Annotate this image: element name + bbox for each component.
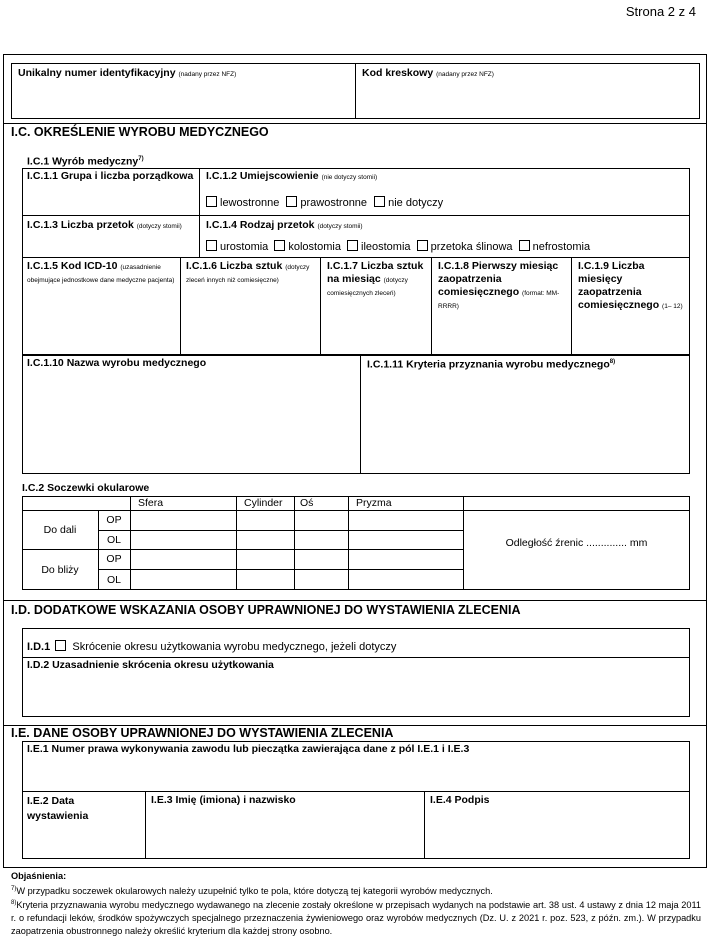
- lens-eye-ol-blizy: OL: [106, 573, 121, 586]
- ic2-label: I.C.2 Soczewki okularowe: [22, 482, 150, 494]
- checkbox-icon[interactable]: [374, 196, 385, 207]
- lens-header-os: Oś: [300, 497, 314, 509]
- section-ie-title: I.E. DANE OSOBY UPRAWNIONEJ DO WYSTAWIENIA ZLECENIA: [11, 726, 394, 740]
- lens-eye-ol-dali: OL: [106, 533, 121, 546]
- ic11-field[interactable]: I.C.1.1 Grupa i liczba porządkowa: [27, 170, 194, 182]
- option-przetoka-slinowa[interactable]: przetoka ślinowa: [417, 241, 513, 253]
- section-id-title: I.D. DODATKOWE WSKAZANIA OSOBY UPRAWNIONEJ DO WYSTAWIENIA ZLECENIA: [11, 603, 521, 617]
- option-lewostronne[interactable]: lewostronne: [206, 197, 279, 209]
- option-ileostomia[interactable]: ileostomia: [347, 241, 411, 253]
- ic110-box[interactable]: [22, 355, 361, 474]
- ic1-label: I.C.1 Wyrób medyczny$^{7)}$: [27, 155, 144, 168]
- ic14-options: [206, 240, 590, 253]
- checkbox-icon[interactable]: [274, 240, 285, 251]
- ie4-field[interactable]: I.E.4 Podpis: [430, 794, 490, 806]
- checkbox-icon[interactable]: [206, 196, 217, 207]
- ic16-field[interactable]: I.C.1.6 Liczba sztuk (dotyczy zleceń innych niż comiesięczne): [186, 260, 310, 284]
- footnote-7: $^{7)}$W przypadku soczewek okularowych należy uzupełnić tylko te pola, które dotyczą tej kategorii wyrobów medycznych.: [11, 886, 493, 897]
- ic110-label: I.C.1.10 Nazwa wyrobu medycznego: [27, 357, 207, 369]
- checkbox-icon[interactable]: [417, 240, 428, 251]
- barcode-field[interactable]: Kod kreskowy (nadany przez NFZ): [362, 67, 494, 79]
- id1-field: I.D.1 Skrócenie okresu użytkowania wyrobu medycznego, jeżeli dotyczy: [27, 641, 397, 653]
- checkbox-icon[interactable]: [347, 240, 358, 251]
- section-ic-title: I.C. OKREŚLENIE WYROBU MEDYCZNEGO: [11, 125, 269, 139]
- option-urostomia[interactable]: urostomia: [206, 241, 268, 253]
- footnotes-title: Objaśnienia:: [11, 871, 67, 881]
- id2-field[interactable]: I.D.2 Uzasadnienie skrócenia okresu użytkowania: [27, 659, 274, 671]
- lens-header-sfera: Sfera: [138, 497, 164, 509]
- footnote-8: $^{8)}$Kryteria przyznawania wyrobu medycznego wydawanego na zlecenie zostały określone w przepisach wydanych na podstawie art. 38 ust. 4 ustawy z dnia 12 maja 2011 r. o refundacji leków, środków spożywczych specjalnego przeznaczenia żywieniowego oraz wyrobów medycznych (Dz. U. z 2021 r. poz. 523, z późn. zm.). W przypadku zaopatrzenia obustronnego należy określić kryterium dla każdej strony osobno.: [11, 900, 701, 937]
- lens-eye-op-dali: OP: [106, 514, 122, 526]
- checkbox-icon[interactable]: [519, 240, 530, 251]
- ie2-field[interactable]: I.E.2 Data wystawienia: [27, 795, 89, 822]
- option-kolostomia[interactable]: kolostomia: [274, 241, 341, 253]
- lens-group-blizy: Do bliży: [41, 563, 79, 576]
- ic111-box[interactable]: [360, 355, 690, 474]
- checkbox-icon[interactable]: [206, 240, 217, 251]
- pupil-distance-field[interactable]: Odległość źrenic .............. mm: [505, 537, 648, 549]
- unique-id-field[interactable]: Unikalny numer identyfikacyjny (nadany przez NFZ): [18, 67, 237, 79]
- ic19-field[interactable]: I.C.1.9 Liczba miesięcy zaopatrzenia comiesięcznego (1– 12): [578, 260, 683, 311]
- option-nefrostomia[interactable]: nefrostomia: [519, 241, 590, 253]
- ic17-field[interactable]: I.C.1.7 Liczba sztuk na miesiąc (dotyczy comiesięcznych zleceń): [327, 260, 424, 297]
- checkbox-icon[interactable]: [286, 196, 297, 207]
- option-prawostronne[interactable]: prawostronne: [286, 197, 367, 209]
- page-number: Strona 2 z 4: [625, 4, 696, 19]
- ic12-field: I.C.1.2 Umiejscowienie (nie dotyczy stomii): [206, 170, 378, 182]
- lens-header-pryzma: Pryzma: [356, 497, 392, 509]
- ic111-label: I.C.1.11 Kryteria przyznania wyrobu medycznego$^{8)}$: [367, 358, 616, 371]
- lens-header-cylinder: Cylinder: [244, 497, 283, 509]
- ic14-field: I.C.1.4 Rodzaj przetok (dotyczy stomii): [206, 219, 363, 231]
- option-nie-dotyczy[interactable]: nie dotyczy: [374, 197, 443, 209]
- ic18-field[interactable]: I.C.1.8 Pierwszy miesiąc zaopatrzenia comiesięcznego (format: MM-RRRR): [438, 260, 560, 310]
- checkbox-icon[interactable]: [55, 640, 66, 651]
- lens-eye-op-blizy: OP: [106, 553, 122, 565]
- ie3-field[interactable]: I.E.3 Imię (imiona) i nazwisko: [151, 794, 296, 806]
- lens-group-dali: Do dali: [43, 523, 77, 536]
- ic12-options: [206, 196, 443, 209]
- ic13-field[interactable]: I.C.1.3 Liczba przetok (dotyczy stomii): [27, 219, 182, 231]
- ie1-field[interactable]: I.E.1 Numer prawa wykonywania zawodu lub pieczątka zawierająca dane z pól I.E.1 i I.E.3: [27, 743, 470, 755]
- ic15-field[interactable]: I.C.1.5 Kod ICD-10 (uzasadnienie obejmujące jednostkowe dane medyczne pacjenta): [27, 260, 175, 284]
